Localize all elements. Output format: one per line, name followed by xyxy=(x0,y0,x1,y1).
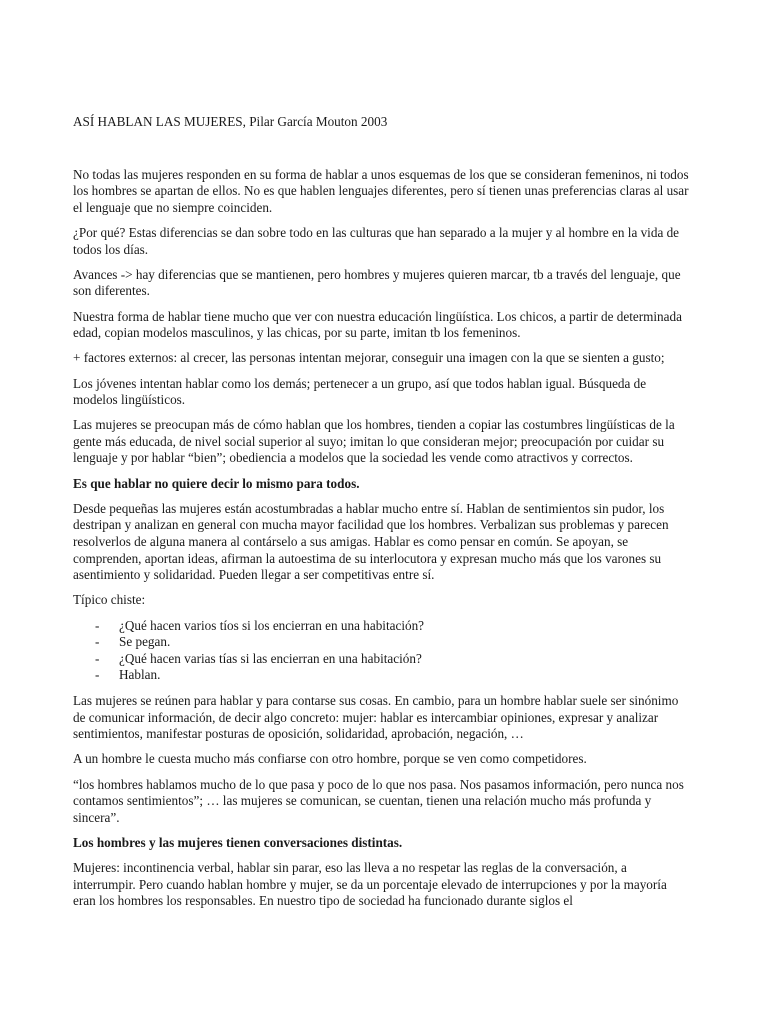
joke-line xyxy=(73,651,691,668)
paragraph-women-talk: Desde pequeñas las mujeres están acostumbradas a hablar mucho entre sí. Hablan de sentimientos sin pudor, los destripan y analizan en general con mucha mayor facilidad que los hombres. Verbalizan sus problemas y parecen resolverlos de alguna manera al contárselo a sus amigas. Hablar es como pensar en común. Se apoyan, se comprenden, aportan ideas, afirman la autoestima de su interlocutora y expresan mucho más que los varones su asentimiento y solidaridad. Pueden llegar a ser competitivas entre sí. xyxy=(73,500,669,583)
document-title: ASÍ HABLAN LAS MUJERES, Pilar García Mouton 2003 xyxy=(73,114,388,129)
document-page xyxy=(73,114,691,918)
dash-bullet: - xyxy=(95,617,100,633)
paragraph-young-people: Los jóvenes intentan hablar como los demás; pertenecer a un grupo, así que todos hablan igual. Búsqueda de modelos lingüísticos. xyxy=(73,375,647,408)
paragraph-why: ¿Por qué? Estas diferencias se dan sobre todo en las culturas que han separado a la mujer y al hombre en la vida de todos los días. xyxy=(73,224,680,257)
dash-bullet: - xyxy=(95,650,100,666)
dash-bullet: - xyxy=(95,634,100,650)
section-heading-conversations: Los hombres y las mujeres tienen conversaciones distintas. xyxy=(73,834,403,850)
joke-list xyxy=(73,618,691,684)
joke-line-text: Hablan. xyxy=(119,667,161,683)
paragraph-intro: No todas las mujeres responden en su forma de hablar a unos esquemas de los que se consideran femeninos, ni todos los hombres se apartan de ellos. No es que hablen lenguajes diferentes, pero sí tienen unas preferencias claras al usar el lenguaje que no siempre coinciden. xyxy=(73,166,689,215)
joke-line xyxy=(73,618,691,635)
joke-line-text: ¿Qué hacen varias tías si las encierran en una habitación? xyxy=(119,650,422,666)
joke-intro: Típico chiste: xyxy=(73,592,146,608)
joke-line xyxy=(73,634,691,651)
paragraph-advances: Avances -> hay diferencias que se mantienen, pero hombres y mujeres quieren marcar, tb a través del lenguaje, que son diferentes. xyxy=(73,266,681,299)
paragraph-interruptions: Mujeres: incontinencia verbal, hablar sin parar, eso las lleva a no respetar las reglas de la conversación, a interrumpir. Pero cuando hablan hombre y mujer, se da un porcentaje elevado de interrupciones y por la mayoría eran los hombres los responsables. En nuestro tipo de sociedad ha funcionado durante siglos el xyxy=(73,860,667,909)
joke-line xyxy=(73,667,691,684)
paragraph-external-factors: + factores externos: al crecer, las personas intentan mejorar, conseguir una imagen con la que se sienten a gusto; xyxy=(73,350,665,366)
paragraph-men-trust: A un hombre le cuesta mucho más confiarse con otro hombre, porque se ven como competidores. xyxy=(73,751,587,767)
paragraph-women-meet: Las mujeres se reúnen para hablar y para contarse sus cosas. En cambio, para un hombre hablar suele ser sinónimo de comunicar información, de decir algo concreto: mujer: hablar es intercambiar opiniones, expresar y analizar sentimientos, manifestar posturas de oposición, solidaridad, aprobación, negación, … xyxy=(73,692,679,742)
paragraph-women-concern: Las mujeres se preocupan más de cómo hablan que los hombres, tienden a copiar las costumbres lingüísticas de la gente más educada, de nivel social superior al suyo; imitan lo que consideran mejor; preocupación por cuidar su lenguaje y por hablar “bien”; obediencia a modelos que la sociedad les vende como atractivos y correctos. xyxy=(73,417,675,466)
paragraph-education: Nuestra forma de hablar tiene mucho que ver con nuestra educación lingüística. Los chicos, a partir de determinada edad, copian modelos masculinos, y las chicas, por su parte, imitan tb los femeninos. xyxy=(73,308,682,341)
section-heading-speaking: Es que hablar no quiere decir lo mismo para todos. xyxy=(73,475,360,491)
joke-line-text: ¿Qué hacen varios tíos si los encierran en una habitación? xyxy=(119,617,425,633)
dash-bullet: - xyxy=(95,667,100,683)
joke-line-text: Se pegan. xyxy=(119,634,171,650)
paragraph-quote: “los hombres hablamos mucho de lo que pasa y poco de lo que nos pasa. Nos pasamos información, pero nunca nos contamos sentimientos”; … las mujeres se comunican, se cuentan, tienen una relación mucho más profunda y sincera”. xyxy=(73,776,684,825)
